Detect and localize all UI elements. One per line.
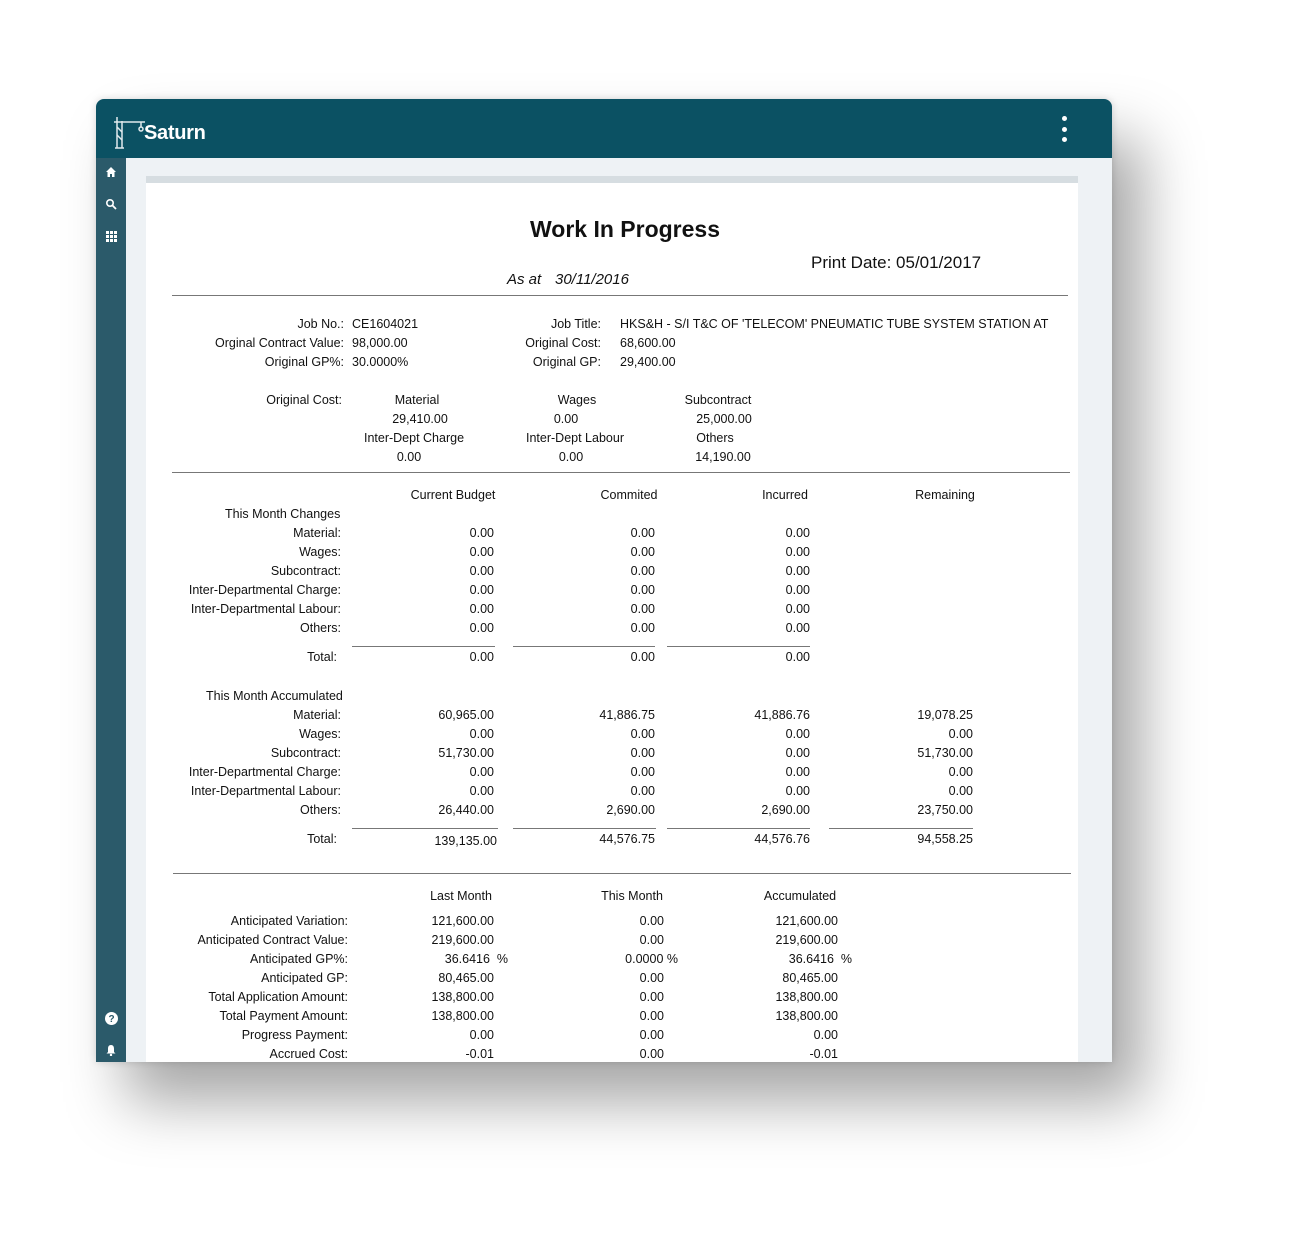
section-heading: This Month Accumulated (206, 689, 343, 703)
svg-text:?: ? (107, 1013, 115, 1025)
cell-value: 121,600.00 (775, 914, 838, 928)
row-label: Wages: (299, 727, 341, 741)
cell-value: 0.00 (785, 526, 810, 540)
cell-value: 0.00 (785, 784, 810, 798)
total-value: 0.00 (630, 650, 655, 664)
row-label: Inter-Departmental Labour: (190, 602, 341, 616)
cell-value: -0.01 (465, 1047, 494, 1061)
total-label: Total: (307, 650, 337, 664)
cell-value: 0.00 (813, 1028, 838, 1042)
cell-value: 36.6416 % (788, 952, 852, 966)
cell-value: 138,800.00 (775, 1009, 838, 1023)
cell-value: 121,600.00 (431, 914, 494, 928)
cell-value: 0.00 (630, 545, 655, 559)
contract-value-label: Orginal Contract Value: (215, 336, 344, 350)
row-label: Others: (300, 621, 341, 635)
cell-value: 0.00 (948, 765, 973, 779)
total-value: 0.00 (785, 650, 810, 664)
cell-value: 0.00 (630, 602, 655, 616)
cell-value: 0.00 (630, 621, 655, 635)
app-name: Saturn (144, 122, 206, 144)
cell-value: 0.00 (469, 564, 494, 578)
cell-value: 26,440.00 (438, 803, 494, 817)
cell-value: 138,800.00 (775, 990, 838, 1004)
cell-value: 0.00 (785, 564, 810, 578)
cell-value: 0.00 (785, 545, 810, 559)
cell-value: 0.00 (639, 1047, 664, 1061)
row-label: Anticipated Variation: (230, 914, 348, 928)
cell-value: 0.00 (948, 727, 973, 741)
total-value: 44,576.76 (754, 832, 810, 846)
total-rule (829, 828, 973, 829)
row-label: Inter-Departmental Charge: (188, 583, 341, 597)
cell-value: 0.00 (469, 526, 494, 540)
idc-label: Inter-Dept Charge (363, 431, 465, 445)
row-label: Wages: (299, 545, 341, 559)
cell-value: 219,600.00 (431, 933, 494, 947)
cell-value: 80,465.00 (782, 971, 838, 985)
job-title-label: Job Title: (550, 317, 601, 331)
cell-value: -0.01 (809, 1047, 838, 1061)
idl-value: 0.00 (558, 450, 584, 464)
cell-value: 0.00 (469, 545, 494, 559)
orig-gp-label: Original GP: (532, 355, 601, 369)
cell-value: 0.00 (639, 933, 664, 947)
cell-value: 0.00 (469, 1028, 494, 1042)
cell-value: 0.00 (469, 765, 494, 779)
cell-value: 0.00 (469, 602, 494, 616)
cell-value: 138,800.00 (431, 1009, 494, 1023)
cell-value: 0.00 (630, 765, 655, 779)
orig-cost: 68,600.00 (620, 336, 676, 350)
gp-pct-label: Original GP%: (264, 355, 344, 369)
subcontract-label: Subcontract (684, 393, 752, 407)
as-at-label: As at (507, 271, 542, 288)
cell-value: 0.00 (630, 526, 655, 540)
as-at-date: 30/11/2016 (555, 271, 629, 288)
report-title: Work In Progress (529, 216, 721, 242)
material-value: 29,410.00 (392, 412, 448, 426)
row-label: Subcontract: (270, 564, 341, 578)
subcontract-value: 25,000.00 (696, 412, 752, 426)
cell-value: 0.00 (785, 746, 810, 760)
total-rule (513, 828, 656, 829)
row-label: Material: (293, 708, 341, 722)
others-label: Others (696, 431, 734, 445)
cell-value: 2,690.00 (761, 803, 810, 817)
cell-value: 0.00 (948, 784, 973, 798)
row-label: Inter-Departmental Labour: (190, 784, 341, 798)
cell-value: 0.00 (639, 1028, 664, 1042)
cell-value: 0.00 (639, 914, 664, 928)
cell-value: 19,078.25 (917, 708, 973, 722)
cell-value: 0.00 (630, 583, 655, 597)
job-no: CE1604021 (352, 317, 419, 331)
cell-value: 51,730.00 (438, 746, 494, 760)
row-label: Material: (293, 526, 341, 540)
cell-value: 138,800.00 (431, 990, 494, 1004)
divider (172, 295, 1068, 296)
row-label: Subcontract: (270, 746, 341, 760)
column-header: Accumulated (763, 889, 837, 903)
row-label: Total Payment Amount: (219, 1009, 348, 1023)
total-rule (667, 828, 810, 829)
cell-value: 36.6416 % (444, 952, 508, 966)
cell-value: 0.00 (639, 1009, 664, 1023)
gp-pct: 30.0000% (352, 355, 409, 369)
total-value: 0.00 (469, 650, 494, 664)
job-title: HKS&H - S/I T&C OF 'TELECOM' PNEUMATIC TUBE SYSTEM STATION AT (620, 317, 1049, 331)
column-header: Current Budget (410, 488, 496, 502)
others-value: 14,190.00 (695, 450, 751, 464)
total-rule (352, 828, 498, 829)
cell-value: 0.00 (639, 990, 664, 1004)
row-label: Inter-Departmental Charge: (188, 765, 341, 779)
divider (172, 472, 1070, 473)
column-header: Last Month (430, 889, 492, 903)
total-value: 94,558.25 (917, 832, 973, 846)
wages-value: 0.00 (553, 412, 579, 426)
column-header: Remaining (915, 488, 975, 502)
cell-value: 0.00 (785, 621, 810, 635)
section-heading: This Month Changes (225, 507, 341, 521)
cell-value: 41,886.75 (599, 708, 655, 722)
row-label: Progress Payment: (241, 1028, 348, 1042)
row-label: Anticipated GP%: (250, 952, 348, 966)
total-rule (352, 646, 495, 647)
cell-value: 0.00 (469, 784, 494, 798)
total-value: 139,135.00 (434, 834, 497, 848)
idc-value: 0.00 (396, 450, 422, 464)
cell-value: 0.00 (630, 746, 655, 760)
print-date: Print Date: 05/01/2017 (811, 253, 982, 272)
cell-value: 60,965.00 (438, 708, 494, 722)
cell-value: 0.00 (469, 583, 494, 597)
cell-value: 0.00 (785, 765, 810, 779)
wages-label: Wages (557, 393, 597, 407)
contract-value: 98,000.00 (352, 336, 408, 350)
row-label: Others: (300, 803, 341, 817)
total-value: 44,576.75 (599, 832, 655, 846)
cell-value: 80,465.00 (438, 971, 494, 985)
cell-value: 0.00 (785, 602, 810, 616)
column-header: Commited (600, 488, 658, 502)
column-header: Incurred (762, 488, 808, 502)
row-label: Accrued Cost: (269, 1047, 348, 1061)
cell-value: 219,600.00 (775, 933, 838, 947)
cell-value: 0.00 (469, 727, 494, 741)
cell-value: 0.00 (630, 564, 655, 578)
total-rule (513, 646, 655, 647)
row-label: Total Application Amount: (208, 990, 348, 1004)
job-no-label: Job No.: (297, 317, 344, 331)
row-label: Anticipated GP: (261, 971, 348, 985)
row-label: Anticipated Contract Value: (197, 933, 348, 947)
cell-value: 0.0000 % (625, 952, 678, 966)
cell-value: 0.00 (469, 621, 494, 635)
column-header: This Month (601, 889, 663, 903)
idl-label: Inter-Dept Labour (526, 431, 624, 445)
orig-gp: 29,400.00 (620, 355, 676, 369)
cell-value: 51,730.00 (917, 746, 973, 760)
cell-value: 2,690.00 (606, 803, 655, 817)
cell-value: 0.00 (785, 583, 810, 597)
cell-value: 0.00 (785, 727, 810, 741)
orig-cost-label: Original Cost: (525, 336, 601, 350)
cell-value: 0.00 (639, 971, 664, 985)
divider (173, 873, 1071, 874)
total-rule (667, 646, 810, 647)
total-label: Total: (307, 832, 337, 846)
cell-value: 41,886.76 (754, 708, 810, 722)
material-label: Material (394, 393, 440, 407)
cell-value: 0.00 (630, 727, 655, 741)
cell-value: 23,750.00 (917, 803, 973, 817)
cell-value: 0.00 (630, 784, 655, 798)
original-cost-label: Original Cost: (266, 393, 342, 407)
